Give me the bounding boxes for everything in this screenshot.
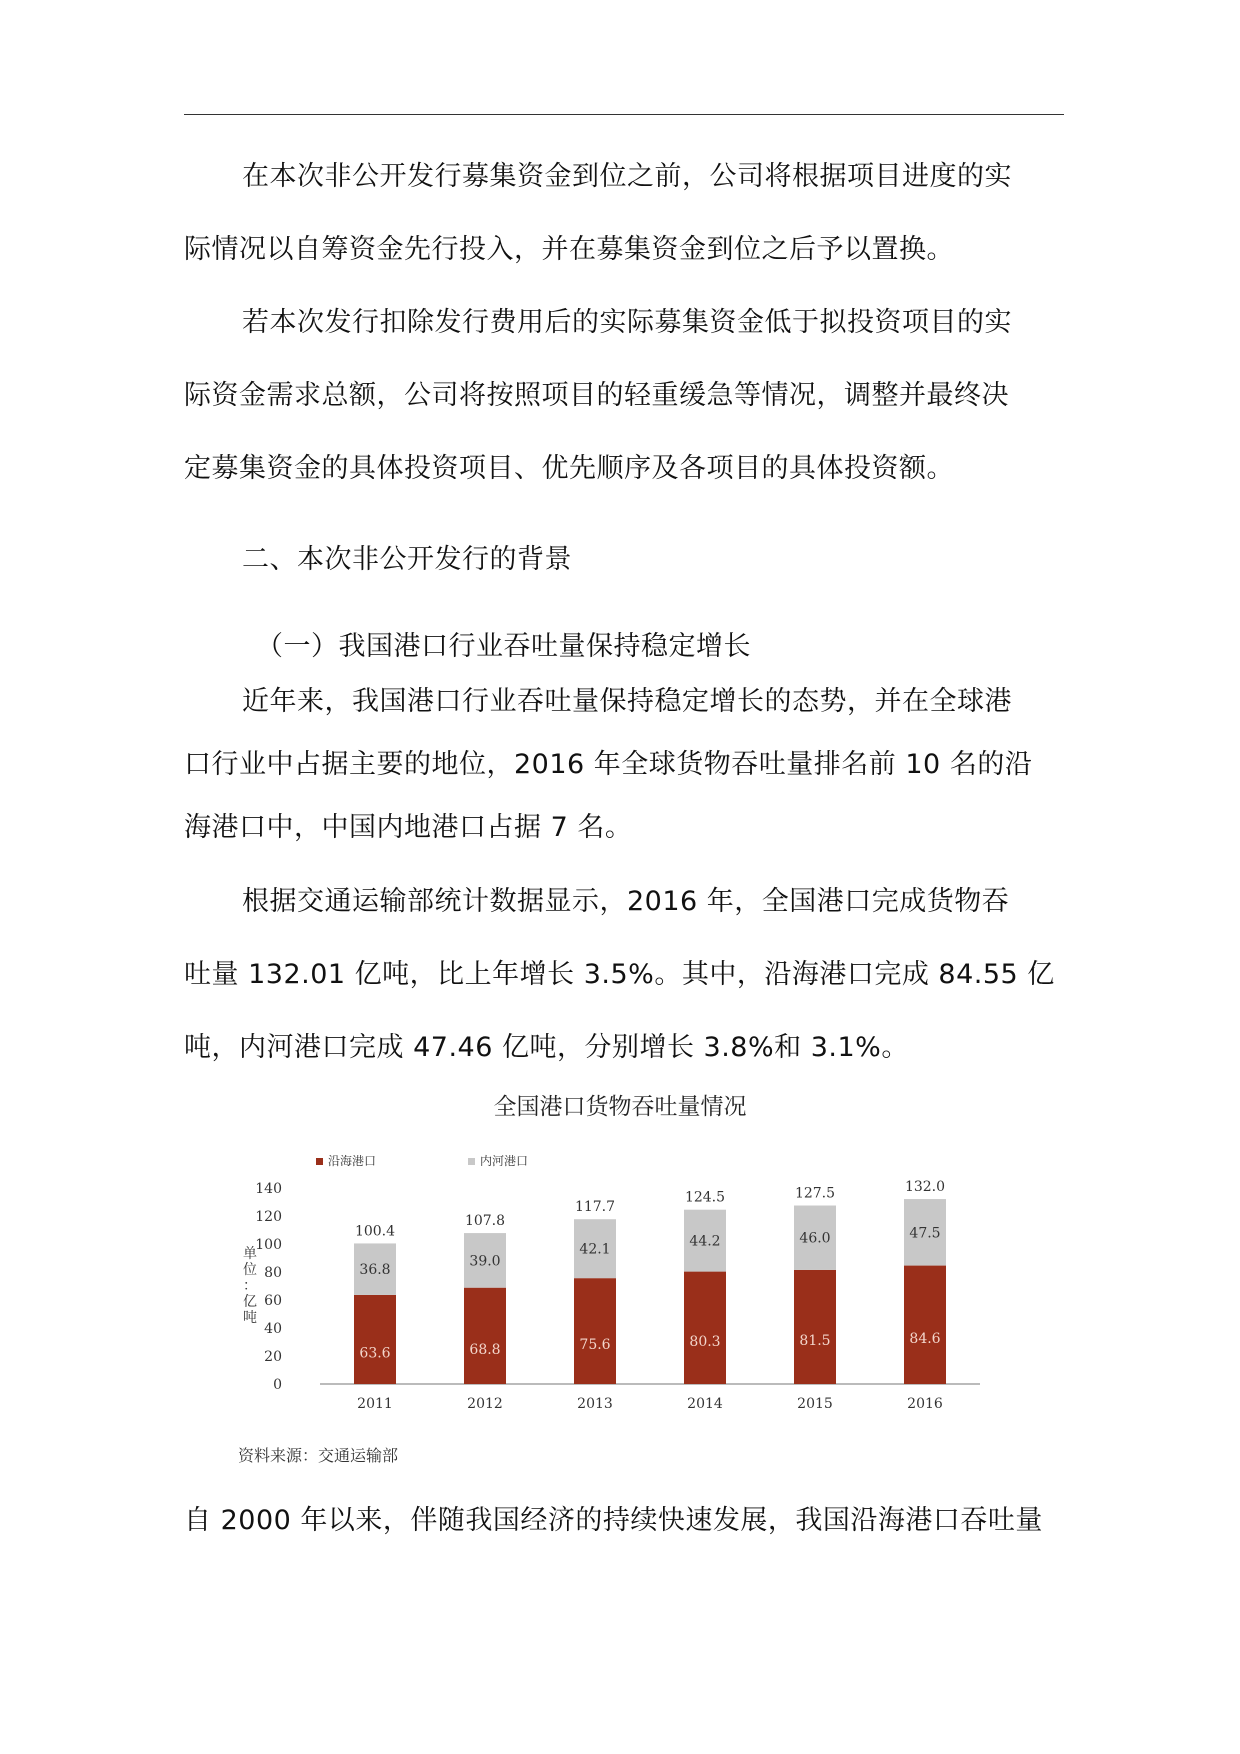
section-heading: 二、本次非公开发行的背景 — [242, 544, 572, 575]
text-line: 际情况以自筹资金先行投入，并在募集资金到位之后予以置换。 — [184, 234, 954, 265]
text-line: 海港口中，中国内地港口占据 7 名。 — [184, 812, 633, 843]
y-tick-label: 140 — [255, 1181, 282, 1197]
total-label: 117.7 — [574, 1199, 616, 1216]
data-label: 63.6 — [359, 1345, 391, 1362]
text-line: 若本次发行扣除发行费用后的实际募集资金低于拟投资项目的实 — [242, 307, 1012, 338]
total-label: 127.5 — [794, 1185, 836, 1202]
text-line: 吨，内河港口完成 47.46 亿吨，分别增长 3.8%和 3.1%。 — [184, 1032, 909, 1063]
text-line: 近年来，我国港口行业吞吐量保持稳定增长的态势，并在全球港 — [242, 686, 1012, 717]
x-tick-label: 2014 — [687, 1396, 723, 1412]
y-tick-label: 100 — [255, 1237, 282, 1253]
text-line: 际资金需求总额，公司将按照项目的轻重缓急等情况，调整并最终决 — [184, 380, 1009, 411]
legend-swatch-1 — [316, 1158, 323, 1165]
header-rule — [184, 114, 1064, 115]
paragraph-port-growth — [184, 670, 1064, 859]
y-tick-label: 80 — [264, 1265, 282, 1281]
bar-coastal-2012 — [464, 1288, 506, 1384]
data-label: 36.8 — [359, 1262, 391, 1279]
bar-coastal-2015 — [794, 1270, 836, 1384]
x-tick-label: 2016 — [907, 1396, 943, 1412]
y-axis-label-char: 吨 — [243, 1310, 257, 1326]
data-label: 81.5 — [799, 1332, 831, 1349]
y-axis-label-char: 单 — [243, 1246, 257, 1262]
y-axis-label — [243, 1246, 257, 1326]
x-tick-label: 2011 — [357, 1396, 393, 1412]
text-line: 口行业中占据主要的地位，2016 年全球货物吞吐量排名前 10 名的沿 — [184, 749, 1033, 780]
data-label: 47.5 — [909, 1225, 941, 1242]
throughput-bar-chart — [240, 1140, 1000, 1430]
y-axis-label-char: 位 — [243, 1262, 257, 1278]
total-label: 124.5 — [684, 1189, 726, 1206]
paragraph-throughput-stats — [184, 865, 1064, 1084]
data-label: 42.1 — [579, 1241, 611, 1258]
y-tick-label: 0 — [273, 1377, 282, 1393]
y-tick-label: 120 — [255, 1209, 282, 1225]
sub-heading: （一）我国港口行业吞吐量保持稳定增长 — [256, 631, 751, 662]
data-label: 68.8 — [469, 1341, 501, 1358]
legend-label-1: 沿海港口 — [328, 1154, 377, 1168]
y-tick-label: 20 — [264, 1349, 282, 1365]
legend-label-2: 内河港口 — [480, 1154, 529, 1168]
bar-coastal-2016 — [904, 1266, 946, 1384]
paragraph-funding-shortfall — [184, 286, 1064, 505]
text-line: 定募集资金的具体投资项目、优先顺序及各项目的具体投资额。 — [184, 453, 954, 484]
data-label: 39.0 — [469, 1253, 501, 1270]
data-label: 46.0 — [799, 1230, 831, 1247]
data-label: 44.2 — [689, 1233, 721, 1250]
text-line: 在本次非公开发行募集资金到位之前，公司将根据项目进度的实 — [242, 161, 1012, 192]
text-line: 根据交通运输部统计数据显示，2016 年，全国港口完成货物吞 — [242, 886, 1010, 917]
total-label: 107.8 — [464, 1213, 506, 1230]
total-label: 132.0 — [904, 1179, 946, 1196]
legend-swatch-2 — [468, 1158, 475, 1165]
data-label: 80.3 — [689, 1333, 721, 1350]
x-tick-label: 2012 — [467, 1396, 503, 1412]
bar-coastal-2013 — [574, 1278, 616, 1384]
data-label: 84.6 — [909, 1330, 941, 1347]
y-tick-label: 60 — [264, 1293, 282, 1309]
paragraph-funding-advance — [184, 140, 1064, 286]
data-label: 75.6 — [579, 1337, 611, 1354]
paragraph-since-2000: 自 2000 年以来，伴随我国经济的持续快速发展，我国沿海港口吞吐量 — [184, 1505, 1043, 1536]
y-axis-label-char: ： — [243, 1278, 257, 1294]
total-label: 100.4 — [354, 1223, 396, 1240]
x-tick-label: 2013 — [577, 1396, 613, 1412]
y-axis-label-char: 亿 — [243, 1294, 257, 1310]
x-tick-label: 2015 — [797, 1396, 833, 1412]
bar-coastal-2011 — [354, 1295, 396, 1384]
y-tick-label: 40 — [264, 1321, 282, 1337]
chart-title: 全国港口货物吞吐量情况 — [493, 1094, 747, 1120]
text-line: 吐量 132.01 亿吨，比上年增长 3.5%。其中，沿海港口完成 84.55 亿 — [184, 959, 1055, 990]
source-note: 资料来源：交通运输部 — [238, 1446, 399, 1465]
bar-coastal-2014 — [684, 1272, 726, 1384]
